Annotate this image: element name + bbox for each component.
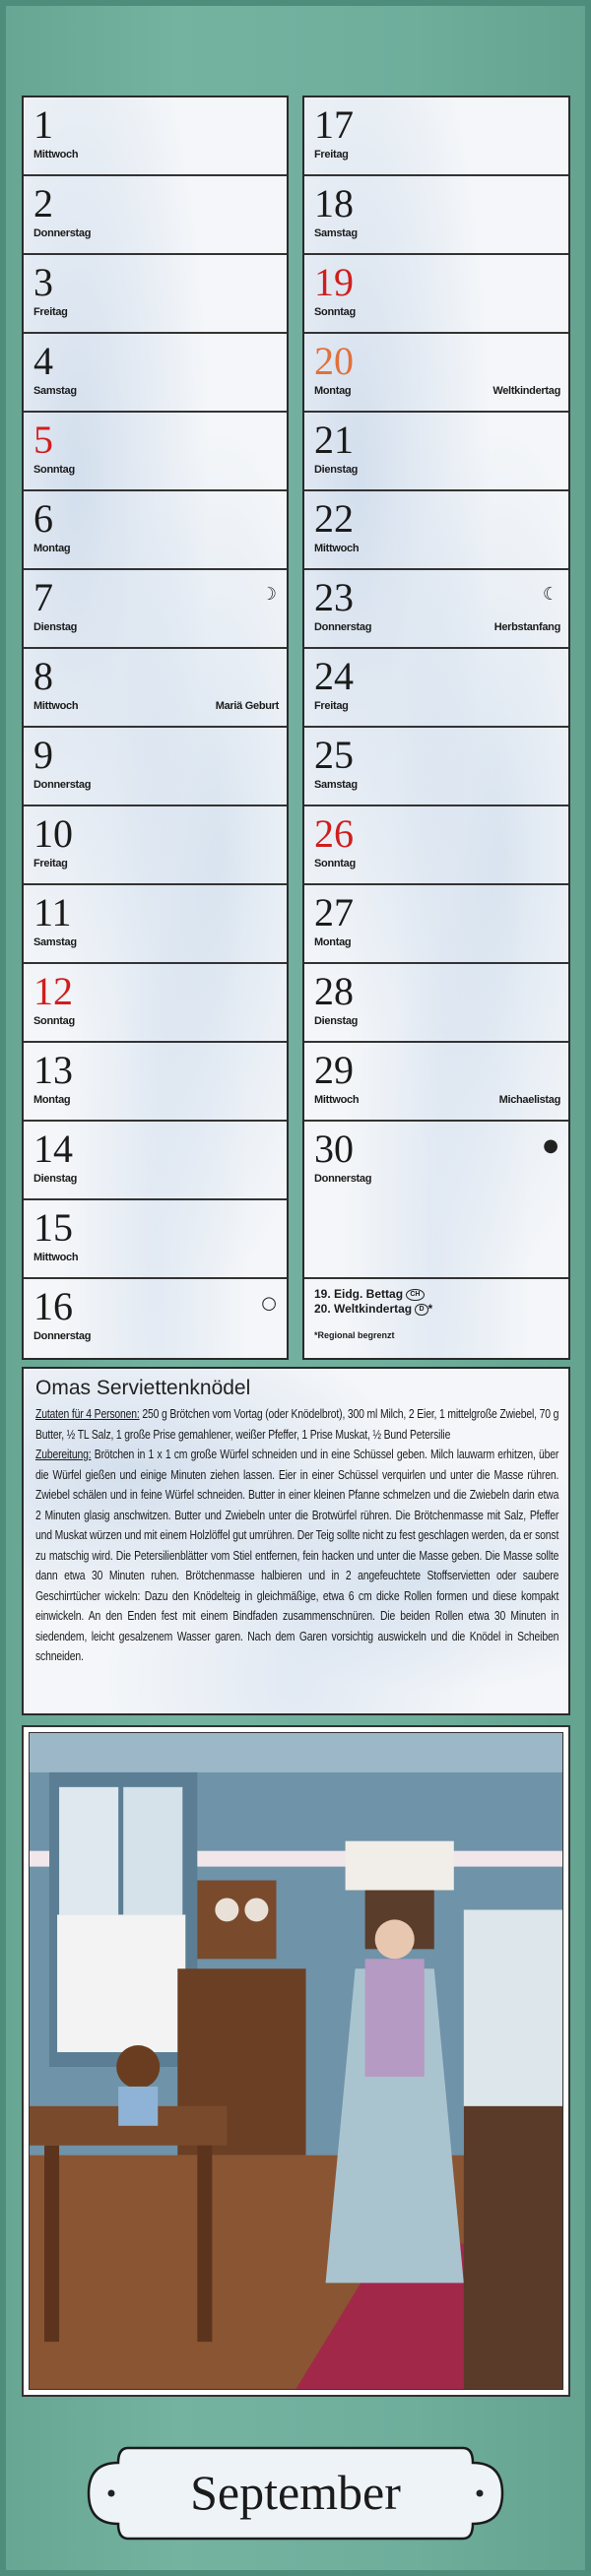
day-cell-17 — [304, 97, 568, 176]
footnote-line: 20. Weltkindertag D * — [314, 1302, 433, 1316]
footnote-cell — [304, 1279, 568, 1358]
day-number: 3 — [33, 260, 53, 304]
day-cell-24 — [304, 649, 568, 728]
day-number: 1 — [33, 102, 53, 147]
weekday-label: Dienstag — [314, 464, 359, 476]
weekday-label: Dienstag — [33, 621, 78, 633]
day-number: 27 — [314, 890, 354, 934]
day-number: 19 — [314, 260, 354, 304]
weekday-label: Sonntag — [33, 464, 75, 476]
holiday-label: Herbstanfang — [493, 621, 560, 633]
day-number: 5 — [33, 418, 53, 462]
day-number: 9 — [33, 733, 53, 777]
day-cell-28 — [304, 964, 568, 1043]
regional-note: *Regional begrenzt — [314, 1330, 395, 1340]
day-number: 12 — [33, 969, 73, 1013]
day-cell-29 — [304, 1043, 568, 1122]
weekday-label: Mittwoch — [314, 1094, 360, 1106]
day-number: 14 — [33, 1127, 73, 1171]
day-number: 26 — [314, 811, 354, 856]
holiday-label: Mariä Geburt — [215, 700, 279, 712]
calendar-column-right — [302, 96, 570, 1360]
day-cell-3 — [24, 255, 287, 334]
weekday-label: Montag — [314, 936, 352, 948]
weekday-label: Donnerstag — [33, 779, 92, 791]
weekday-label: Donnerstag — [33, 1330, 92, 1342]
day-number: 2 — [33, 181, 53, 225]
day-number: 8 — [33, 654, 53, 698]
kitchen-illustration — [22, 1725, 570, 2397]
day-number: 16 — [33, 1284, 73, 1328]
empty-cell — [304, 1200, 568, 1279]
day-cell-19 — [304, 255, 568, 334]
weekday-label: Sonntag — [314, 858, 356, 869]
recipe-text — [35, 1404, 558, 1667]
day-number: 4 — [33, 339, 53, 383]
day-number: 10 — [33, 811, 73, 856]
day-number: 20 — [314, 339, 354, 383]
holiday-label: Michaelistag — [498, 1094, 560, 1106]
day-cell-27 — [304, 885, 568, 964]
month-plaque — [84, 2438, 507, 2548]
day-cell-30 — [304, 1122, 568, 1200]
recipe-box — [22, 1367, 570, 1715]
recipe-title: Omas Serviettenknödel — [35, 1377, 251, 1399]
weekday-label: Sonntag — [33, 1015, 75, 1027]
weekday-label: Montag — [33, 543, 71, 554]
weekday-label: Montag — [314, 385, 352, 397]
day-number: 21 — [314, 418, 354, 462]
day-cell-1 — [24, 97, 287, 176]
day-cell-6 — [24, 491, 287, 570]
day-cell-9 — [24, 728, 287, 806]
weekday-label: Mittwoch — [314, 543, 360, 554]
weekday-label: Samstag — [33, 385, 77, 397]
weekday-label: Freitag — [33, 858, 68, 869]
day-cell-11 — [24, 885, 287, 964]
weekday-label: Freitag — [33, 306, 68, 318]
new-moon-icon: ● — [543, 1135, 558, 1156]
day-number: 22 — [314, 496, 354, 541]
month-title: September — [190, 2465, 401, 2520]
day-number: 17 — [314, 102, 354, 147]
day-cell-13 — [24, 1043, 287, 1122]
holiday-label: Weltkindertag — [492, 385, 560, 397]
day-number: 7 — [33, 575, 53, 619]
day-cell-23 — [304, 570, 568, 649]
day-cell-21 — [304, 413, 568, 491]
weekday-label: Dienstag — [33, 1173, 78, 1185]
calendar-column-left — [22, 96, 289, 1360]
weekday-label: Mittwoch — [33, 149, 79, 161]
weekday-label: Samstag — [314, 227, 358, 239]
recipe-ingredients: Zutaten für 4 Personen: 250 g Brötchen vom Vortag (oder Knödelbrot), 300 ml Milch, 2 Eier, 1 mittelgroße Zwiebel, 70 g Butter, ½ TL Salz, 1 große Prise gemahlener, weißer Pfeffer, 1 Prise Muskat, ½ Bund Petersilie — [35, 1406, 559, 1442]
day-cell-10 — [24, 806, 287, 885]
day-number: 11 — [33, 890, 72, 934]
weekday-label: Montag — [33, 1094, 71, 1106]
weekday-label: Mittwoch — [33, 700, 79, 712]
day-cell-18 — [304, 176, 568, 255]
day-cell-14 — [24, 1122, 287, 1200]
day-cell-25 — [304, 728, 568, 806]
day-number: 24 — [314, 654, 354, 698]
day-cell-8 — [24, 649, 287, 728]
weekday-label: Samstag — [314, 779, 358, 791]
weekday-label: Samstag — [33, 936, 77, 948]
day-cell-15 — [24, 1200, 287, 1279]
day-cell-7 — [24, 570, 287, 649]
day-number: 28 — [314, 969, 354, 1013]
weekday-label: Freitag — [314, 700, 349, 712]
weekday-label: Donnerstag — [314, 1173, 372, 1185]
country-badge-icon: D — [415, 1304, 427, 1316]
day-cell-2 — [24, 176, 287, 255]
weekday-label: Freitag — [314, 149, 349, 161]
day-number: 23 — [314, 575, 354, 619]
full-moon-icon: ○ — [261, 1293, 277, 1314]
country-badge-icon: CH — [406, 1289, 424, 1301]
kitchen-scene-image — [29, 1732, 563, 2390]
day-cell-12 — [24, 964, 287, 1043]
day-cell-26 — [304, 806, 568, 885]
day-number: 15 — [33, 1205, 73, 1250]
day-cell-16 — [24, 1279, 287, 1358]
last-quarter-moon-icon: ☾ — [542, 584, 558, 605]
weekday-label: Mittwoch — [33, 1252, 79, 1263]
day-number: 29 — [314, 1048, 354, 1092]
footnote-line: 19. Eidg. Bettag CH — [314, 1287, 558, 1302]
day-cell-5 — [24, 413, 287, 491]
day-number: 25 — [314, 733, 354, 777]
weekday-label: Dienstag — [314, 1015, 359, 1027]
weekday-label: Donnerstag — [314, 621, 372, 633]
weekday-label: Sonntag — [314, 306, 356, 318]
day-number: 18 — [314, 181, 354, 225]
day-number: 6 — [33, 496, 53, 541]
day-cell-22 — [304, 491, 568, 570]
day-number: 30 — [314, 1127, 354, 1171]
day-cell-20 — [304, 334, 568, 413]
day-number: 13 — [33, 1048, 73, 1092]
day-cell-4 — [24, 334, 287, 413]
weekday-label: Donnerstag — [33, 227, 92, 239]
first-quarter-moon-icon: ☽ — [260, 584, 277, 605]
recipe-preparation: Zubereitung: Brötchen in 1 x 1 cm große Würfel schneiden und in eine Schüssel geben. Milch lauwarm erhitzen, über die Würfel gießen und einige Minuten ziehen lassen. Eier in einer Schüssel verquirlen und unter die Masse rühren. Zwiebel schälen und in feine Würfel schneiden. Butter in einer kleinen Pfanne schmelzen und die Zwiebeln darin etwa 2 Minuten glasig anschwitzen. Butter und Zwiebeln unter die Brotwürfel rühren. Die Brötchenmasse mit Salz, Pfeffer und Muskat würzen und mit einem Holzlöffel gut umrühren. Der Teig sollte nicht zu fest geschlagen werden, da er sonst zu matschig wird. Die Petersilienblätter vom Stiel entfernen, fein hacken und unter die Masse geben. Die Masse sollte dann etwa 30 Minuten ruhen. Brötchenmasse halbieren und in 2 angefeuchtete Stoffservietten oder saubere Geschirrtücher wickeln: Dazu den Knödelteig in gleichmäßige, etwa 6 cm dicke Rollen formen und diese kompakt einwickeln. An den Enden fest mit einem Bindfaden zusammenschnüren. Die beiden Rollen etwa 30 Minuten in siedendem, leicht gesalzenem Wasser garen. Nach dem Garen vorsichtig auswickeln und die Knödel in Scheiben schneiden. — [35, 1447, 559, 1663]
